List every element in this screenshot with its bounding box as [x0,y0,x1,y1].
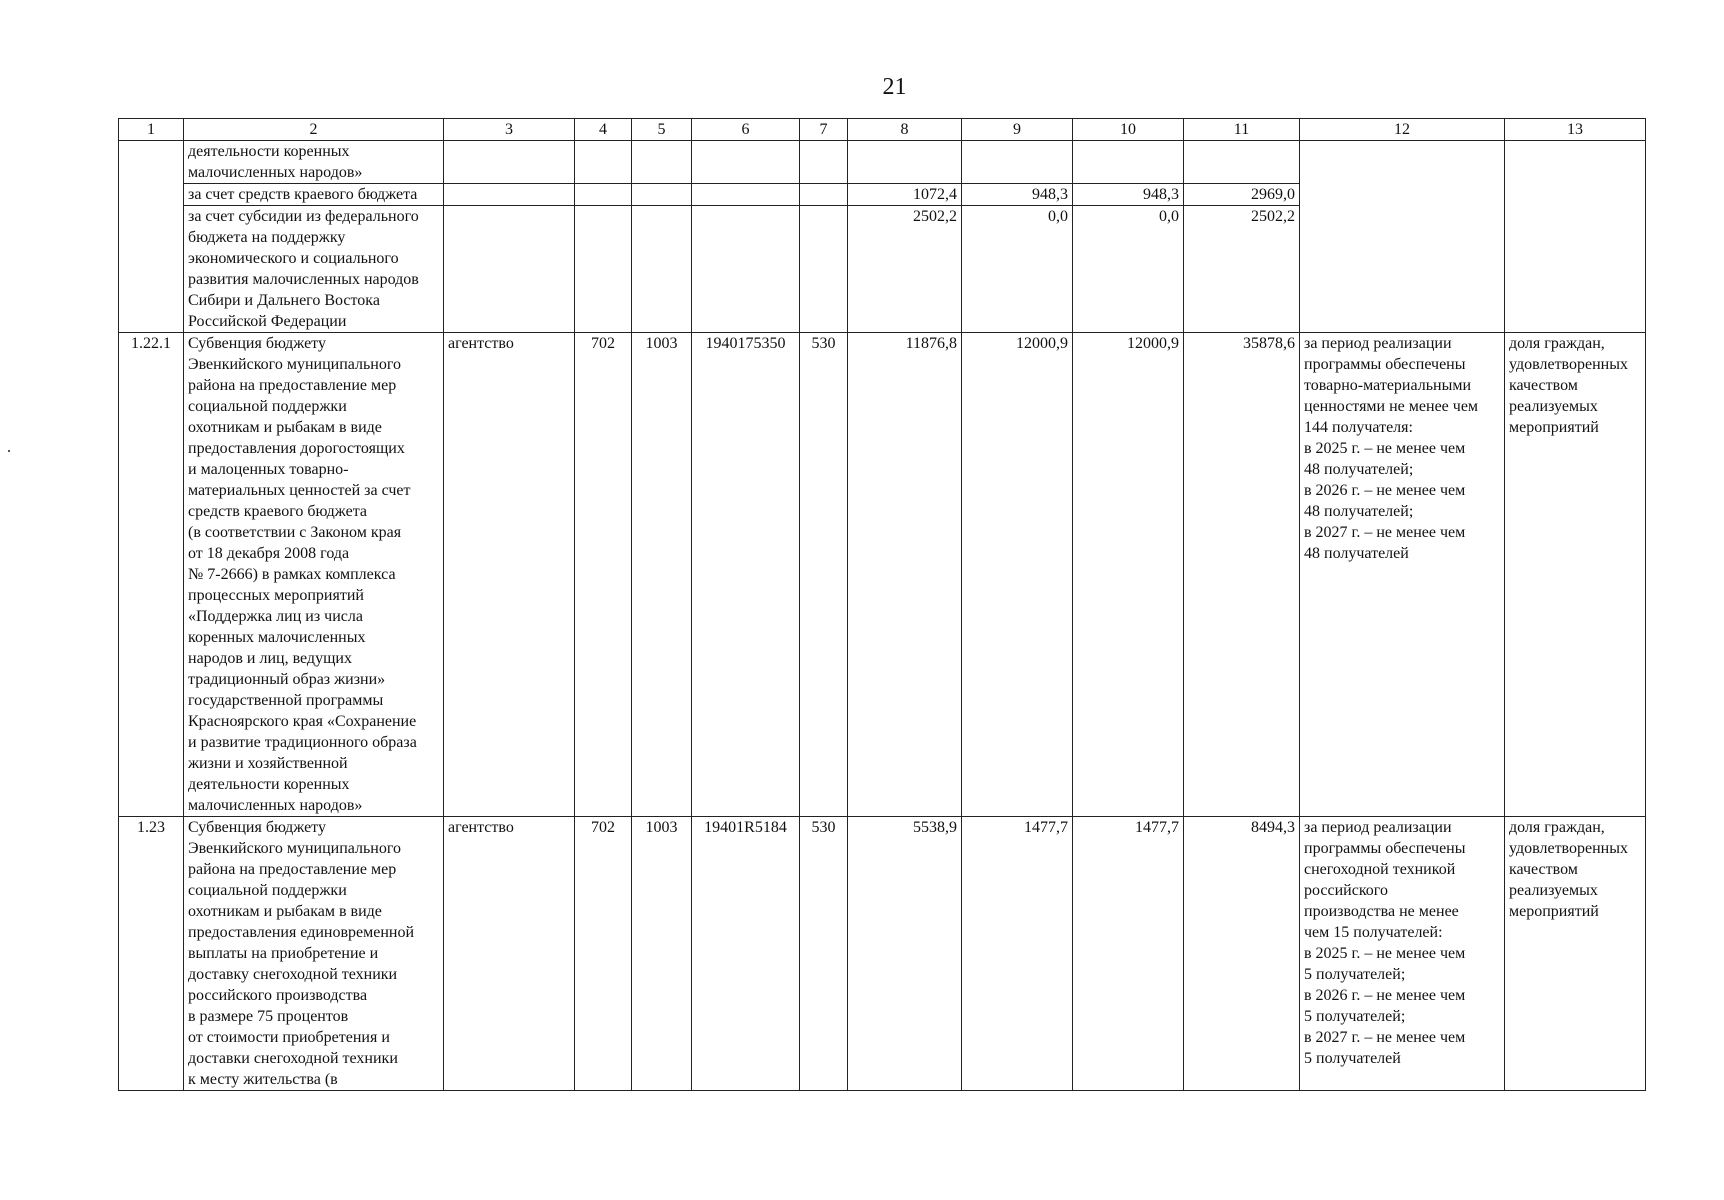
sub2-v9: 0,0 [962,206,1073,333]
table-row [119,817,1646,1091]
sub2-v10: 0,0 [1073,206,1184,333]
row-v8: 11876,8 [848,333,962,817]
sub1-v9: 948,3 [962,184,1073,206]
row-c5: 1003 [632,333,692,817]
row-indicator: доля граждан, удовлетворенных качеством реализуемых мероприятий [1505,817,1646,1091]
row-c6: 1940175350 [692,333,800,817]
row-v11: 35878,6 [1184,333,1300,817]
table-row [119,333,1646,817]
col-header-7: 7 [800,119,848,141]
page-number: 21 [882,74,907,100]
row-v10: 1477,7 [1073,817,1184,1091]
row-number: 1.22.1 [119,333,184,817]
sub2-v11: 2502,2 [1184,206,1300,333]
row-c7: 530 [800,333,848,817]
row-name: Субвенция бюджету Эвенкийского муниципального района на предоставление мер социальной поддержки охотникам и рыбакам в виде предоставления дорогостоящих и малоценных товарно- материальных ценностей за счет средств краевого бюджета (в соответствии с Законом края от 18 декабря 2008 года № 7-2666) в рамках комплекса процессных мероприятий «Поддержка лиц из числа коренных малочисленных народов и лиц, ведущих традиционный образ жизни» государственной программы Красноярского края «Сохранение и развитие традиционного образа жизни и хозяйственной деятельности коренных малочисленных народов» [184,333,444,817]
row-v11: 8494,3 [1184,817,1300,1091]
sub1-v10: 948,3 [1073,184,1184,206]
cont-name: деятельности коренных малочисленных народов» [184,141,444,184]
col-header-3: 3 [444,119,575,141]
row-c7: 530 [800,817,848,1091]
col-header-12: 12 [1300,119,1505,141]
row-v9: 12000,9 [962,333,1073,817]
col-header-4: 4 [575,119,632,141]
sub2-v8: 2502,2 [848,206,962,333]
sub1-v11: 2969,0 [1184,184,1300,206]
sub1-name: за счет средств краевого бюджета [184,184,444,206]
col-header-8: 8 [848,119,962,141]
row-c5: 1003 [632,817,692,1091]
table-row [119,141,1646,184]
row-v10: 12000,9 [1073,333,1184,817]
row-c6: 19401R5184 [692,817,800,1091]
row-c4: 702 [575,333,632,817]
col-header-1: 1 [119,119,184,141]
col-header-2: 2 [184,119,444,141]
col-header-6: 6 [692,119,800,141]
row-v8: 5538,9 [848,817,962,1091]
row-v9: 1477,7 [962,817,1073,1091]
budget-table [118,118,1646,1091]
row-number: 1.23 [119,817,184,1091]
row-c4: 702 [575,817,632,1091]
row-grbs: агентство [444,333,575,817]
row-grbs: агентство [444,817,575,1091]
col-header-11: 11 [1184,119,1300,141]
col-header-5: 5 [632,119,692,141]
col-header-13: 13 [1505,119,1646,141]
row-name: Субвенция бюджету Эвенкийского муниципального района на предоставление мер социальной поддержки охотникам и рыбакам в виде предоставления единовременной выплаты на приобретение и доставку снегоходной техники российского производства в размере 75 процентов от стоимости приобретения и доставки снегоходной техники к месту жительства (в [184,817,444,1091]
row-indicator: доля граждан, удовлетворенных качеством реализуемых мероприятий [1505,333,1646,817]
sub2-name: за счет субсидии из федерального бюджета на поддержку экономического и социального развития малочисленных народов Сибири и Дальнего Востока Российской Федерации [184,206,444,333]
col-header-9: 9 [962,119,1073,141]
header-row [119,119,1646,141]
sub1-v8: 1072,4 [848,184,962,206]
scan-mark [8,450,10,452]
col-header-10: 10 [1073,119,1184,141]
row-result: за период реализации программы обеспечены снегоходной техникой российского производства не менее чем 15 получателей: в 2025 г. – не менее чем 5 получателей; в 2026 г. – не менее чем 5 получателей; в 2027 г. – не менее чем 5 получателей [1300,817,1505,1091]
row-result: за период реализации программы обеспечены товарно-материальными ценностями не менее чем 144 получателя: в 2025 г. – не менее чем 48 получателей; в 2026 г. – не менее чем 48 получателей; в 2027 г. – не менее чем 48 получателей [1300,333,1505,817]
